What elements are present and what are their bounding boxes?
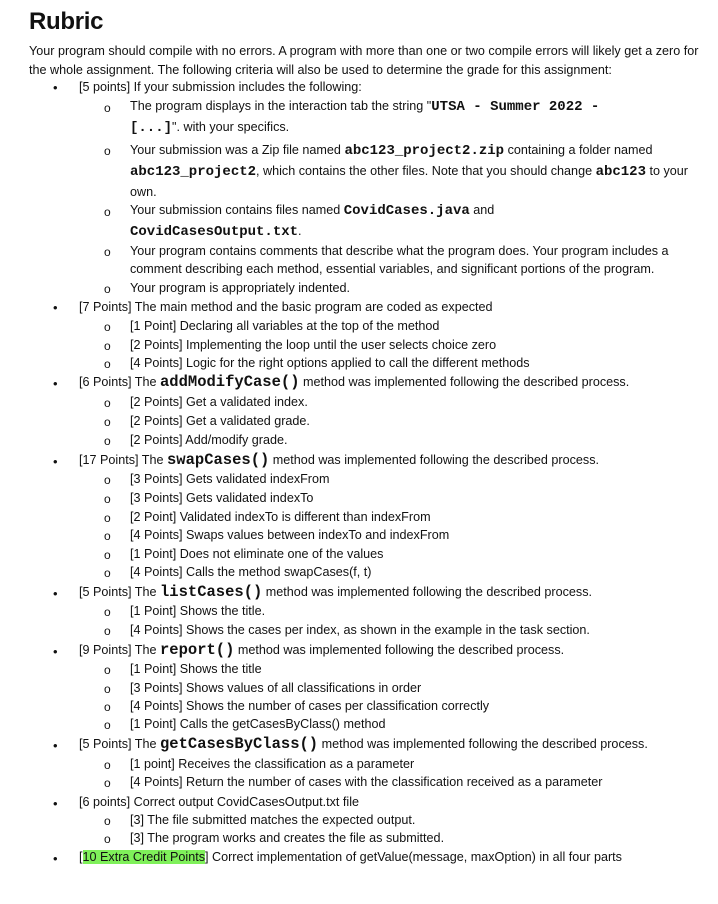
criterion-item: [2 Points] Add/modify grade. xyxy=(130,433,288,447)
criterion-item: [4 Points] Shows the number of cases per classification correctly xyxy=(130,699,490,713)
sub-bullet: o xyxy=(104,473,111,487)
bullet: • xyxy=(53,454,58,469)
bullet: • xyxy=(53,586,58,601)
sub-bullet: o xyxy=(104,415,111,429)
criterion-item: [2 Points] Get a validated index. xyxy=(130,395,308,409)
criterion-item: [1 Point] Declaring all variables at the top of the method xyxy=(130,319,440,333)
sub-bullet: o xyxy=(104,605,111,619)
criterion-item: [3] The program works and creates the file as submitted. xyxy=(130,831,445,845)
code-text: abc123_project2 xyxy=(130,164,257,180)
section-title: [5 points] If your submission includes the following: xyxy=(79,80,362,94)
sub-bullet: o xyxy=(104,511,111,525)
criterion-item: [2 Points] Get a validated grade. xyxy=(130,414,310,428)
page-title: Rubric xyxy=(29,8,104,35)
criterion-item: [1 Point] Shows the title xyxy=(130,662,262,676)
criterion-item: [3 Points] Gets validated indexTo xyxy=(130,491,314,505)
criterion-item: [4 Points] Shows the cases per index, as shown in the example in the task section. xyxy=(130,623,590,637)
criterion-item: [1 point] Receives the classification as a parameter xyxy=(130,757,415,771)
intro-paragraph: Your program should compile with no errors. A program with more than one or two compile errors will likely get a zero for the whole assignment. The following criteria will also be used to determine the grade for this assignment: xyxy=(29,44,699,77)
sub-bullet: o xyxy=(104,624,111,638)
sub-bullet: o xyxy=(104,700,111,714)
sub-bullet: o xyxy=(104,320,111,334)
bullet: • xyxy=(53,851,58,866)
sub-bullet: o xyxy=(104,339,111,353)
criterion-item: [3 Points] Gets validated indexFrom xyxy=(130,472,330,486)
code-text: abc123 xyxy=(595,164,646,180)
criterion-item: Your submission was a Zip file named abc123_project2.zip containing a folder named abc123_project2, which contains the other files. Note that you should change abc123 to your own. xyxy=(130,143,688,199)
section-title: [5 Points] The getCasesByClass() method was implemented following the described process. xyxy=(79,735,648,753)
sub-bullet: o xyxy=(104,663,111,677)
criterion-item: [4 Points] Calls the method swapCases(f, t) xyxy=(130,565,372,579)
sub-bullet: o xyxy=(104,205,111,219)
code-text: swapCases() xyxy=(166,451,270,469)
sub-bullet: o xyxy=(104,548,111,562)
criterion-item: [4 Points] Swaps values between indexTo and indexFrom xyxy=(130,528,450,542)
criterion-item: Your program is appropriately indented. xyxy=(130,281,351,295)
section-title: [17 Points] The swapCases() method was implemented following the described process. xyxy=(79,451,600,469)
criterion-item: The program displays in the interaction tab the string "UTSA - Summer 2022 - [...]". with your specifics. xyxy=(130,99,600,136)
sub-bullet: o xyxy=(104,758,111,772)
code-text: [...] xyxy=(130,120,173,136)
section-title: [7 Points] The main method and the basic program are coded as expected xyxy=(79,300,493,314)
sub-bullet: o xyxy=(104,776,111,790)
bullet: • xyxy=(53,644,58,659)
criterion-item: [4 Points] Logic for the right options applied to call the different methods xyxy=(130,356,530,370)
sub-bullet: o xyxy=(104,357,111,371)
code-text: report() xyxy=(159,641,235,659)
bullet: • xyxy=(53,300,58,315)
criterion-item: [4 Points] Return the number of cases with the classification received as a parameter xyxy=(130,775,603,789)
sub-bullet: o xyxy=(104,492,111,506)
criterion-item: [2 Point] Validated indexTo is different than indexFrom xyxy=(130,510,431,524)
code-text: CovidCasesOutput.txt xyxy=(130,224,299,240)
sub-bullet: o xyxy=(104,566,111,580)
criterion-item: [1 Point] Does not eliminate one of the values xyxy=(130,547,384,561)
sub-bullet: o xyxy=(104,144,111,158)
extra-credit-highlight: 10 Extra Credit Points xyxy=(82,850,205,864)
sub-bullet: o xyxy=(104,814,111,828)
code-text: addModifyCase() xyxy=(159,373,300,391)
sub-bullet: o xyxy=(104,682,111,696)
section-title: [6 Points] The addModifyCase() method was implemented following the described process. xyxy=(79,373,630,391)
sub-bullet: o xyxy=(104,245,111,259)
bullet: • xyxy=(53,80,58,95)
bullet: • xyxy=(53,796,58,811)
sub-bullet: o xyxy=(104,282,111,296)
section-title: [6 points] Correct output CovidCasesOutput.txt file xyxy=(79,795,359,809)
criterion-item: [2 Points] Implementing the loop until the user selects choice zero xyxy=(130,338,497,352)
sub-bullet: o xyxy=(104,529,111,543)
sub-bullet: o xyxy=(104,832,111,846)
code-text: UTSA - Summer 2022 - xyxy=(431,99,600,115)
criterion-item: [3] The file submitted matches the expected output. xyxy=(130,813,416,827)
section-title: [5 Points] The listCases() method was implemented following the described process. xyxy=(79,583,593,601)
code-text: CovidCases.java xyxy=(343,203,470,219)
section-title: [10 Extra Credit Points] Correct implementation of getValue(message, maxOption) in all four parts xyxy=(79,850,622,864)
code-text: listCases() xyxy=(159,583,263,601)
code-text: getCasesByClass() xyxy=(159,735,319,753)
criterion-item: [3 Points] Shows values of all classifications in order xyxy=(130,681,422,695)
section-title: [9 Points] The report() method was implemented following the described process. xyxy=(79,641,565,659)
bullet: • xyxy=(53,738,58,753)
bullet: • xyxy=(53,376,58,391)
sub-bullet: o xyxy=(104,101,111,115)
criterion-item: Your submission contains files named CovidCases.java and CovidCasesOutput.txt. xyxy=(130,203,495,240)
sub-bullet: o xyxy=(104,718,111,732)
criterion-item: [1 Point] Shows the title. xyxy=(130,604,266,618)
sub-bullet: o xyxy=(104,396,111,410)
code-text: abc123_project2.zip xyxy=(344,143,505,159)
criterion-item: [1 Point] Calls the getCasesByClass() method xyxy=(130,717,386,731)
criterion-item: Your program contains comments that describe what the program does. Your program includes a comment describing each method, essential variables, and significant portions of the program. xyxy=(130,244,669,276)
sub-bullet: o xyxy=(104,434,111,448)
